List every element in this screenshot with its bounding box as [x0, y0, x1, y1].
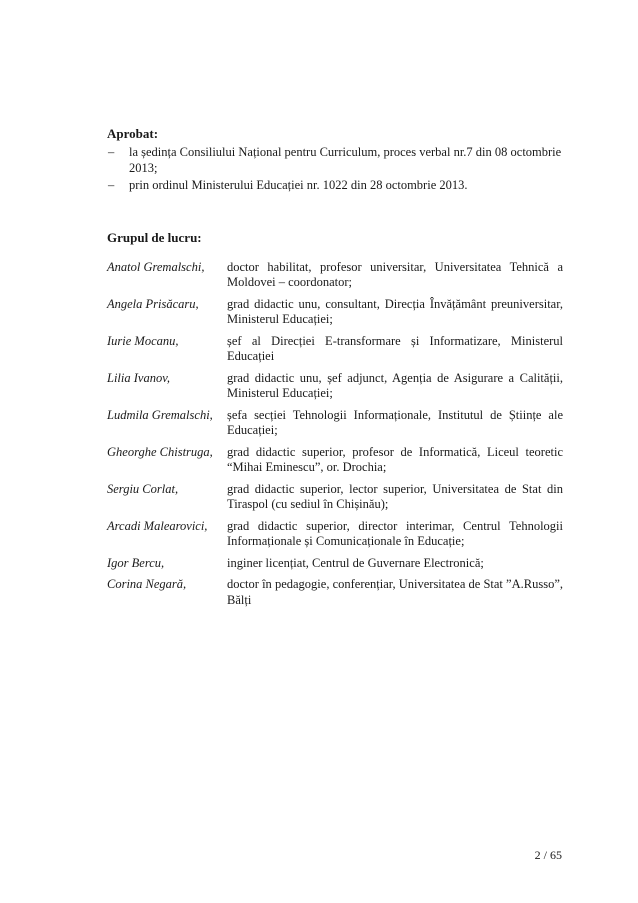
member-row [107, 371, 563, 402]
member-row [107, 519, 563, 550]
member-name: Angela Prisăcaru, [107, 296, 199, 311]
member-description: doctor în pedagogie, conferențiar, Universitatea de Stat ”A.Russo”, Bălți [227, 577, 563, 607]
member-row [107, 297, 563, 328]
member-row [107, 482, 563, 513]
member-name: Iurie Mocanu, [107, 333, 179, 348]
page-content [107, 126, 563, 614]
member-row [107, 577, 563, 608]
member-name: Sergiu Corlat, [107, 481, 179, 496]
approved-item [107, 145, 563, 176]
approved-item [107, 178, 563, 194]
member-name: Gheorghe Chistruga, [107, 444, 213, 459]
group-heading: Grupul de lucru: [107, 229, 202, 245]
page-number: 2 / 65 [534, 848, 562, 862]
member-name: Corina Negară, [107, 577, 187, 591]
member-description: grad didactic superior, director interimar, Centrul Tehnologii Informaționale și Comunicaționale în Educație; [227, 518, 563, 548]
member-name: Lilia Ivanov, [107, 370, 170, 385]
member-name: Arcadi Malearovici, [107, 518, 208, 533]
member-row [107, 445, 563, 476]
member-description: grad didactic unu, consultant, Direcția Învățământ preuniversitar, Ministerul Educației; [227, 296, 563, 326]
member-description: șef al Direcției E-transformare și Informatizare, Ministerul Educației [227, 333, 563, 363]
member-description: grad didactic superior, lector superior, Universitatea de Stat din Tiraspol (cu sediul în Chișinău); [227, 481, 563, 511]
member-description: grad didactic unu, șef adjunct, Agenția de Asigurare a Calității, Ministerul Educației; [227, 370, 563, 400]
member-description: doctor habilitat, profesor universitar, Universitatea Tehnică a Moldovei – coordonator; [227, 259, 563, 289]
member-description: șefa secției Tehnologii Informaționale, Institutul de Științe ale Educației; [227, 407, 563, 437]
members-list [107, 260, 563, 609]
list-dash: – [108, 145, 115, 159]
approved-heading: Aprobat: [107, 126, 159, 141]
member-name: Ludmila Gremalschi, [107, 407, 213, 422]
approved-item-text: la ședința Consiliului Național pentru Curriculum, proces verbal nr.7 din 08 octombrie 2013; [129, 145, 562, 175]
member-name: Igor Bercu, [107, 555, 165, 570]
approved-item-text: prin ordinul Ministerului Educației nr. 1022 din 28 octombrie 2013. [129, 178, 468, 192]
member-row [107, 408, 563, 439]
member-description: inginer licențiat, Centrul de Guvernare Electronică; [227, 555, 484, 570]
member-row [107, 556, 563, 572]
member-row [107, 334, 563, 365]
member-row [107, 260, 563, 291]
approved-list [107, 145, 563, 194]
member-name: Anatol Gremalschi, [107, 259, 205, 274]
member-description: grad didactic superior, profesor de Informatică, Liceul teoretic “Mihai Eminescu”, or. Drochia; [227, 444, 563, 474]
list-dash: – [108, 178, 115, 192]
